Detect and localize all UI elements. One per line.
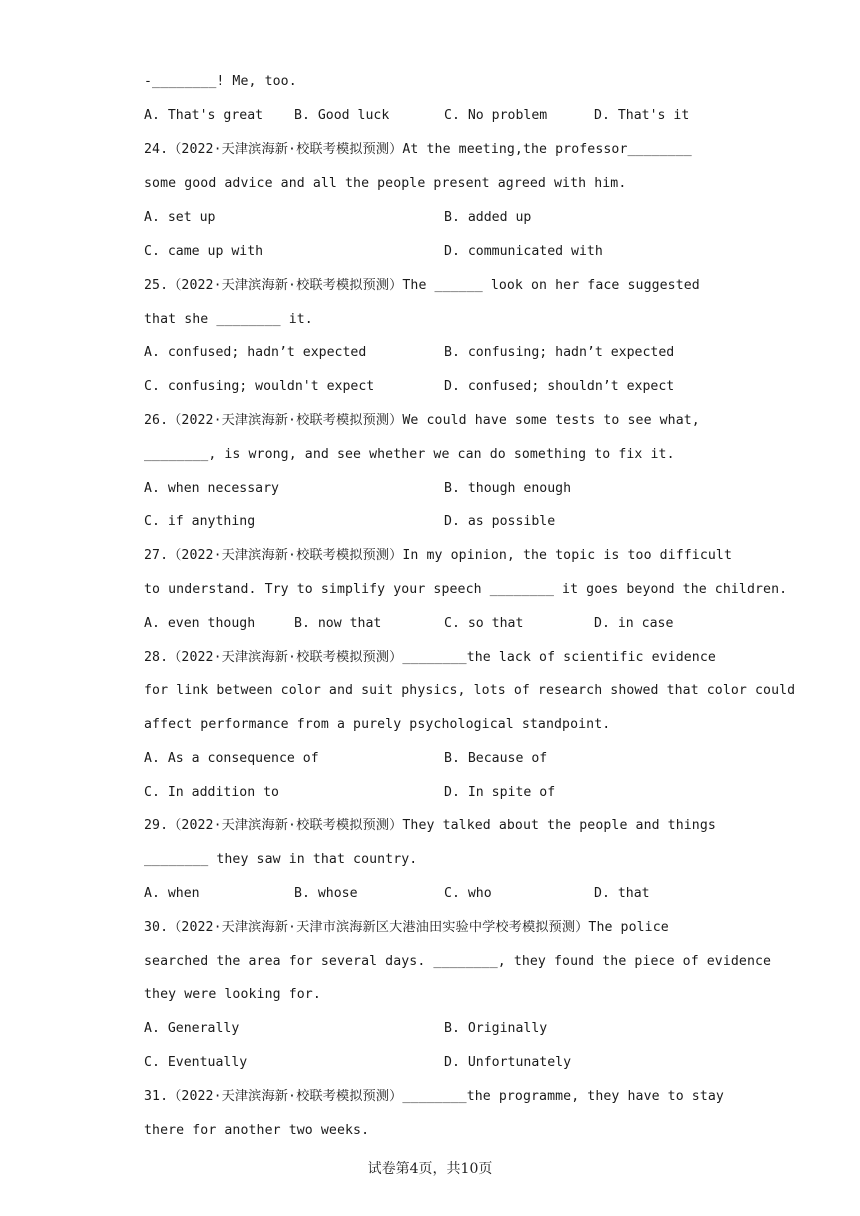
question-28-stem-cont: for link between color and suit physics, lots of research showed that color could: [144, 683, 796, 698]
option-c: C. who: [444, 886, 492, 901]
option-d: D. confused; shouldn’t expect: [444, 379, 675, 394]
question-25-stem: 25.（2022·天津滨海新·校联考模拟预测）The ______ look on her face suggested: [144, 278, 700, 293]
option-c: C. confusing; wouldn't expect: [144, 379, 375, 394]
question-27-stem-cont: to understand. Try to simplify your speech ________ it goes beyond the children.: [144, 582, 788, 597]
option-a: A. That's great: [144, 108, 264, 123]
question-28-stem: 28.（2022·天津滨海新·校联考模拟预测）________the lack of scientific evidence: [144, 650, 716, 665]
question-28-stem-cont-2: affect performance from a purely psychological standpoint.: [144, 717, 611, 732]
option-c: C. so that: [444, 616, 524, 631]
option-c: C. No problem: [444, 108, 548, 123]
option-a: A. when necessary: [144, 481, 279, 496]
option-a: A. Generally: [144, 1021, 240, 1036]
question-29-stem-cont: ________ they saw in that country.: [144, 852, 418, 867]
option-c: C. Eventually: [144, 1055, 248, 1070]
question-26-stem-cont: ________, is wrong, and see whether we can do something to fix it.: [144, 447, 675, 462]
option-d: D. that: [594, 886, 650, 901]
option-d: D. Unfortunately: [444, 1055, 572, 1070]
question-30-stem: 30.（2022·天津滨海新·天津市滨海新区大港油田实验中学校考模拟预测）The police: [144, 920, 669, 935]
question-31-stem-cont: there for another two weeks.: [144, 1123, 370, 1138]
question-30-stem-cont-2: they were looking for.: [144, 987, 321, 1002]
option-a: A. confused; hadn’t expected: [144, 345, 367, 360]
option-d: D. That's it: [594, 108, 690, 123]
question-30-stem-cont: searched the area for several days. ________, they found the piece of evidence: [144, 954, 772, 969]
option-d: D. communicated with: [444, 244, 603, 259]
question-26-stem: 26.（2022·天津滨海新·校联考模拟预测）We could have some tests to see what,: [144, 413, 700, 428]
page-footer: 试卷第4页，共10页: [367, 1161, 493, 1177]
option-c: C. In addition to: [144, 785, 279, 800]
option-c: C. came up with: [144, 244, 264, 259]
option-a: A. As a consequence of: [144, 751, 319, 766]
option-b: B. Good luck: [294, 108, 390, 123]
question-29-stem: 29.（2022·天津滨海新·校联考模拟预测）They talked about the people and things: [144, 818, 716, 833]
option-b: B. whose: [294, 886, 358, 901]
option-c: C. if anything: [144, 514, 256, 529]
question-25-stem-cont: that she ________ it.: [144, 312, 313, 327]
option-d: D. In spite of: [444, 785, 556, 800]
option-a: A. set up: [144, 210, 216, 225]
question-23-stem-end: -________! Me, too.: [144, 74, 297, 89]
option-b: B. Because of: [444, 751, 548, 766]
option-a: A. when: [144, 886, 200, 901]
question-31-stem: 31.（2022·天津滨海新·校联考模拟预测）________the programme, they have to stay: [144, 1089, 724, 1104]
option-b: B. added up: [444, 210, 532, 225]
option-b: B. now that: [294, 616, 382, 631]
question-27-stem: 27.（2022·天津滨海新·校联考模拟预测）In my opinion, the topic is too difficult: [144, 548, 733, 563]
option-b: B. though enough: [444, 481, 572, 496]
question-24-stem: 24.（2022·天津滨海新·校联考模拟预测）At the meeting,the professor________: [144, 142, 692, 157]
question-24-stem-cont: some good advice and all the people present agreed with him.: [144, 176, 627, 191]
option-b: B. confusing; hadn’t expected: [444, 345, 675, 360]
option-a: A. even though: [144, 616, 256, 631]
option-d: D. in case: [594, 616, 674, 631]
option-d: D. as possible: [444, 514, 556, 529]
option-b: B. Originally: [444, 1021, 548, 1036]
